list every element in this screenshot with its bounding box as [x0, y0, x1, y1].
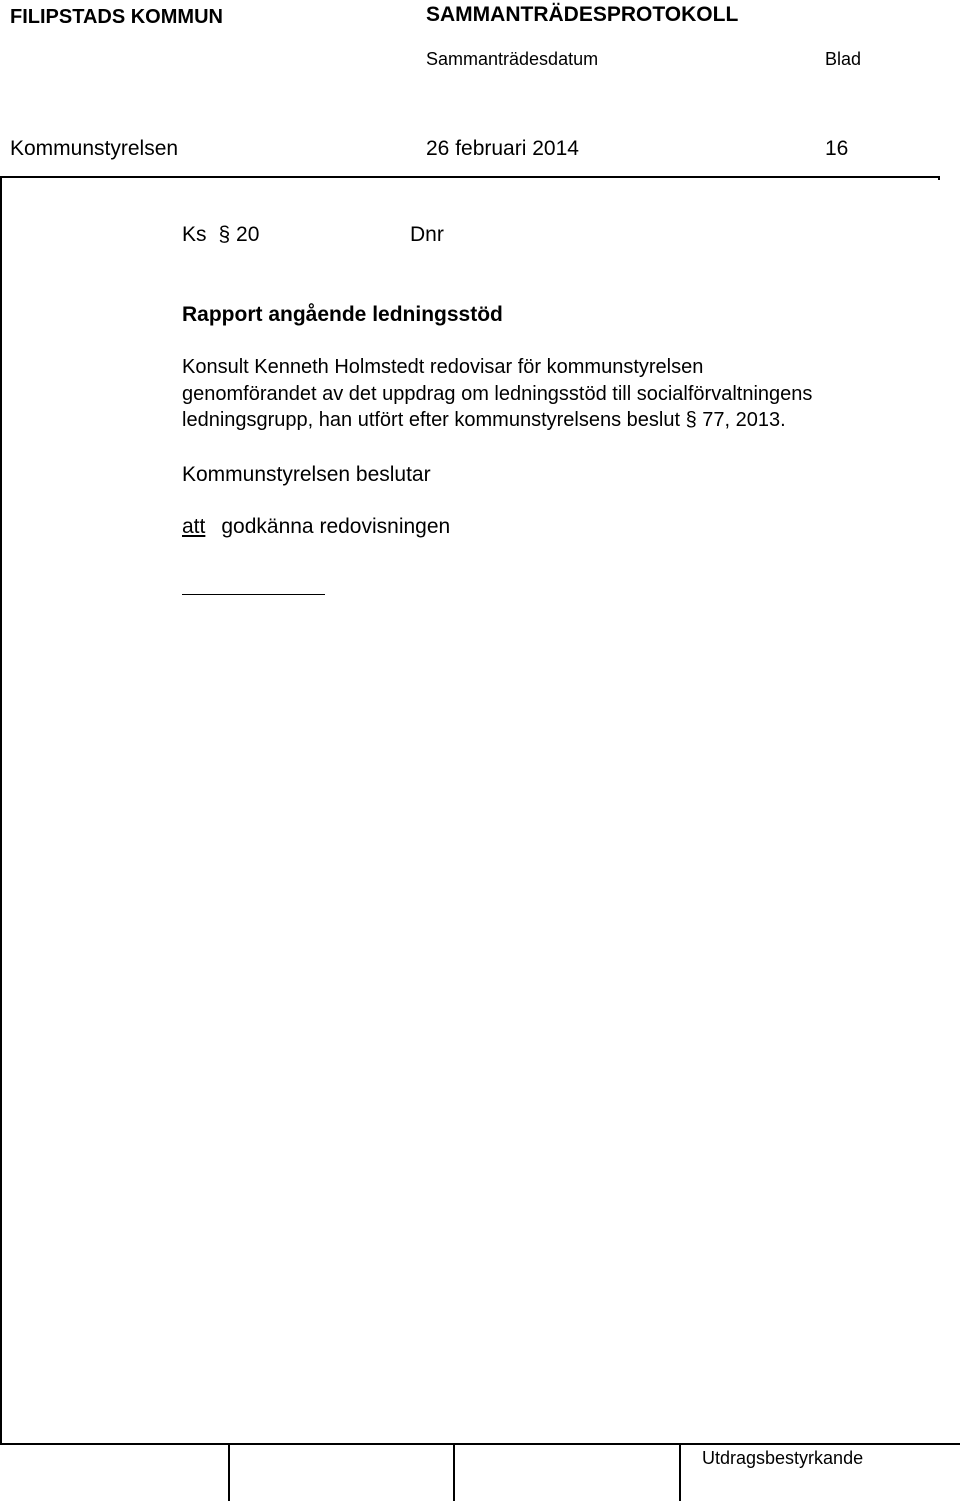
item-paragraph: [182, 354, 942, 434]
sheet-label: Blad: [825, 49, 862, 69]
end-rule: [182, 594, 325, 595]
signature-cell-divider: [453, 1443, 455, 1501]
certification-label: Utdragsbestyrkande: [702, 1448, 864, 1468]
signature-cell-divider: [228, 1443, 230, 1501]
item-title: Rapport angående ledningsstöd: [182, 303, 503, 326]
governing-body: Kommunstyrelsen: [10, 137, 179, 160]
paragraph-line: Konsult Kenneth Holmstedt redovisar för kommunstyrelsen: [182, 356, 704, 378]
protocol-title: SAMMANTRÄDESPROTOKOLL: [426, 3, 739, 26]
decision-text: godkänna redovisningen: [221, 515, 451, 538]
decision-line: [182, 515, 450, 539]
signature-cell-divider: [679, 1443, 681, 1501]
section-symbol: §: [218, 223, 231, 246]
municipality-name: FILIPSTADS KOMMUN: [10, 6, 223, 28]
decision-intro: Kommunstyrelsen beslutar: [182, 463, 431, 486]
paragraph-line: ledningsgrupp, han utfört efter kommunstyrelsens beslut § 77, 2013.: [182, 409, 786, 431]
case-prefix: Ks: [182, 223, 207, 246]
paragraph-line: genomförandet av det uppdrag om ledningsstöd till socialförvaltningens: [182, 382, 813, 405]
dnr-label: Dnr: [410, 223, 444, 246]
meeting-date-label: Sammanträdesdatum: [426, 49, 599, 69]
att-keyword: att: [182, 515, 206, 538]
footer-rule: [0, 1443, 960, 1445]
case-reference: [182, 223, 259, 247]
case-number: 20: [236, 223, 260, 246]
frame-corner: [938, 176, 940, 180]
sheet-number: 16: [825, 137, 849, 160]
meeting-date: 26 februari 2014: [426, 137, 579, 160]
